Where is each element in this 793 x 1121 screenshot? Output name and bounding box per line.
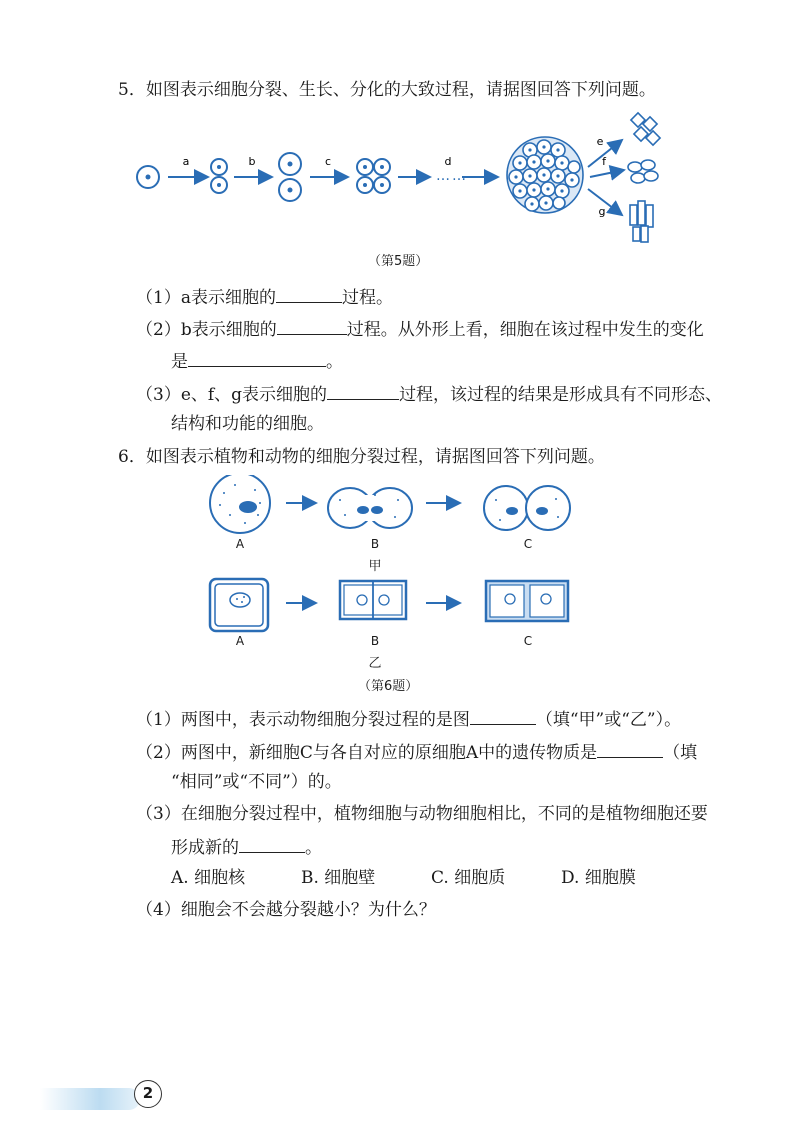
label-e: e: [596, 135, 604, 148]
footer-decoration: [40, 1088, 140, 1110]
option-d[interactable]: D. 细胞膜: [561, 868, 636, 888]
q6-diagram: [200, 475, 580, 685]
q6-row2-label-b: B: [370, 634, 380, 648]
q5-item-2-post: 过程。从外形上看，细胞在该过程中发生的变化: [346, 320, 704, 340]
q5-item-1-post: 过程。: [341, 288, 393, 308]
option-b[interactable]: B. 细胞壁: [301, 868, 376, 888]
animal-cell-b: [328, 488, 412, 528]
q6-item-3-cont: [171, 834, 322, 860]
q6-blank-1[interactable]: [470, 706, 536, 725]
tissue-e: [631, 113, 660, 145]
q6-row1-label-c: C: [523, 537, 533, 551]
animal-cell-a: [210, 475, 270, 533]
q5-item-1-text: （1）a表示细胞的: [136, 288, 276, 308]
q5-item-3: [136, 381, 722, 407]
q5-item-3-post: 过程，该过程的结果是形成具有不同形态、: [399, 385, 723, 405]
plant-cell-a: [210, 579, 268, 631]
q6-row2-label-c: C: [523, 634, 533, 648]
q5-item-2b-post: 。: [326, 352, 343, 372]
q5-blank-1[interactable]: [276, 284, 342, 303]
q6-caption: （第6题）: [358, 679, 419, 694]
q6-item-1-text: （1）两图中，表示动物细胞分裂过程的是图: [136, 710, 470, 730]
q6-row2-name: 乙: [368, 656, 382, 671]
q6-item-2-text: （2）两图中，新细胞C与各自对应的原细胞A中的遗传物质是: [136, 743, 598, 763]
tissue-f: [628, 160, 658, 183]
q6-item-3b-post: 。: [305, 838, 322, 858]
q6-item-2-post: （填: [663, 743, 698, 763]
q6-item-2: [136, 739, 697, 765]
q6-options: [171, 866, 636, 890]
q5-item-3-text: （3）e、f、g表示细胞的: [136, 385, 328, 405]
arrow-f: [590, 170, 624, 177]
animal-cell-c: [484, 486, 570, 530]
q6-blank-2[interactable]: [597, 739, 663, 758]
q6-item-1-post: （填“甲”或“乙”）。: [535, 710, 682, 730]
q6-row1-name: 甲: [368, 559, 382, 574]
option-a[interactable]: A. 细胞核: [171, 868, 246, 888]
label-b: b: [248, 155, 256, 168]
label-g: g: [598, 205, 606, 218]
label-f: f: [602, 155, 606, 168]
two-grown-cells: [279, 153, 301, 201]
q5-item-1: [136, 284, 393, 310]
q5-blank-3[interactable]: [188, 348, 326, 367]
q6-item-3b-text: 形成新的: [171, 838, 239, 858]
q5-title: 5．如图表示细胞分裂、生长、分化的大致过程，请据图回答下列问题。: [118, 80, 656, 100]
q5-item-2-cont: [171, 348, 343, 374]
q5-diagram: [130, 105, 690, 245]
q6-item-3: （3）在细胞分裂过程中，植物细胞与动物细胞相比，不同的是植物细胞还要: [136, 804, 708, 824]
q5-item-2-text: （2）b表示细胞的: [136, 320, 277, 340]
q6-item-1: [136, 706, 681, 732]
q5-item-2: [136, 316, 704, 342]
label-c: c: [324, 155, 332, 168]
page-number: 2: [134, 1080, 162, 1108]
option-c[interactable]: C. 细胞质: [431, 868, 506, 888]
q6-blank-3[interactable]: [239, 834, 305, 853]
single-cell: [137, 166, 159, 188]
plant-cell-c: [486, 581, 568, 621]
two-small-cells: [211, 159, 227, 193]
q5-blank-2[interactable]: [277, 316, 347, 335]
label-a: a: [182, 155, 190, 168]
tissue-g: [630, 201, 653, 242]
continuation-dots: ……: [436, 168, 468, 184]
q5-blank-4[interactable]: [327, 381, 399, 400]
q5-caption: （第5题）: [368, 254, 429, 269]
q6-item-4: （4）细胞会不会越分裂越小？为什么？: [136, 900, 436, 920]
q6-row1-label-a: A: [235, 537, 245, 551]
q6-title: 6．如图表示植物和动物的细胞分裂过程，请据图回答下列问题。: [118, 447, 605, 467]
q6-row2-label-a: A: [235, 634, 245, 648]
q6-row1-label-b: B: [370, 537, 380, 551]
plant-cell-b: [340, 581, 406, 619]
q5-item-3-cont: 结构和功能的细胞。: [171, 414, 324, 434]
q5-item-2b-text: 是: [171, 352, 188, 372]
q6-item-2-cont: “相同”或“不同”）的。: [171, 772, 342, 792]
label-d: d: [444, 155, 452, 168]
four-cells: [357, 159, 390, 193]
